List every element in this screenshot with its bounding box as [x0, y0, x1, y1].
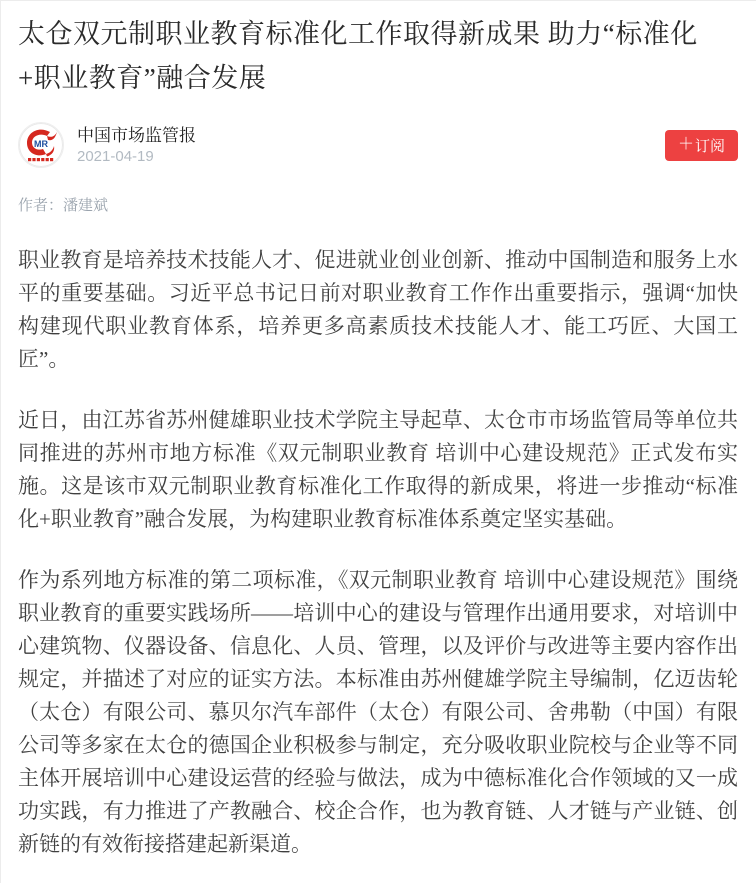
subscribe-button-label: 订阅: [695, 137, 726, 155]
page-title: 太仓双元制职业教育标准化工作取得新成果 助力“标准化+职业教育”融合发展: [18, 19, 698, 93]
author-line: 作者：潘建斌: [18, 197, 109, 214]
publisher-avatar[interactable]: [18, 122, 64, 168]
plus-icon: ＋: [677, 136, 694, 153]
publisher-meta: [77, 125, 196, 166]
publish-date: 2021-04-19: [77, 147, 154, 165]
subscribe-button[interactable]: [665, 130, 738, 161]
article-page: [1, 12, 756, 883]
article-paragraph: 职业教育是培养技术技能人才、促进就业创业创新、推动中国制造和服务上水平的重要基础。习近平总书记日前对职业教育工作作出重要指示，强调“加快构建现代职业教育体系，培养更多高素质技术技能人才、能工巧匠、大国工匠”。: [18, 248, 738, 371]
article-body: [18, 244, 738, 861]
article-paragraph: 作为系列地方标准的第二项标准，《双元制职业教育 培训中心建设规范》围绕职业教育的重要实践场所——培训中心的建设与管理作出通用要求，对培训中心建筑物、仪器设备、信息化、人员、管理，以及评价与改进等主要内容作出规定，并描述了对应的证实方法。本标准由苏州健雄学院主导编制，亿迈齿轮（太仓）有限公司、慕贝尔汽车部件（太仓）有限公司、舍弗勒（中国）有限公司等多家在太仓的德国企业积极参与制定，充分吸收职业院校与企业等不同主体开展培训中心建设运营的经验与做法，成为中德标准化合作领域的又一成功实践，有力推进了产教融合、校企合作，也为教育链、人才链与产业链、创新链的有效衔接搭建起新渠道。: [18, 568, 738, 856]
publisher-logo-icon: [19, 139, 63, 168]
publisher-name[interactable]: 中国市场监管报: [77, 125, 196, 145]
publisher-header: [18, 122, 738, 168]
article-paragraph: 近日，由江苏省苏州健雄职业技术学院主导起草、太仓市市场监管局等单位共同推进的苏州市地方标准《双元制职业教育 培训中心建设规范》正式发布实施。这是该市双元制职业教育标准化工作取得的新成果，将进一步推动“标准化+职业教育”融合发展，为构建职业教育标准体系奠定坚实基础。: [18, 408, 738, 531]
svg-text:MR: MR: [34, 139, 48, 149]
